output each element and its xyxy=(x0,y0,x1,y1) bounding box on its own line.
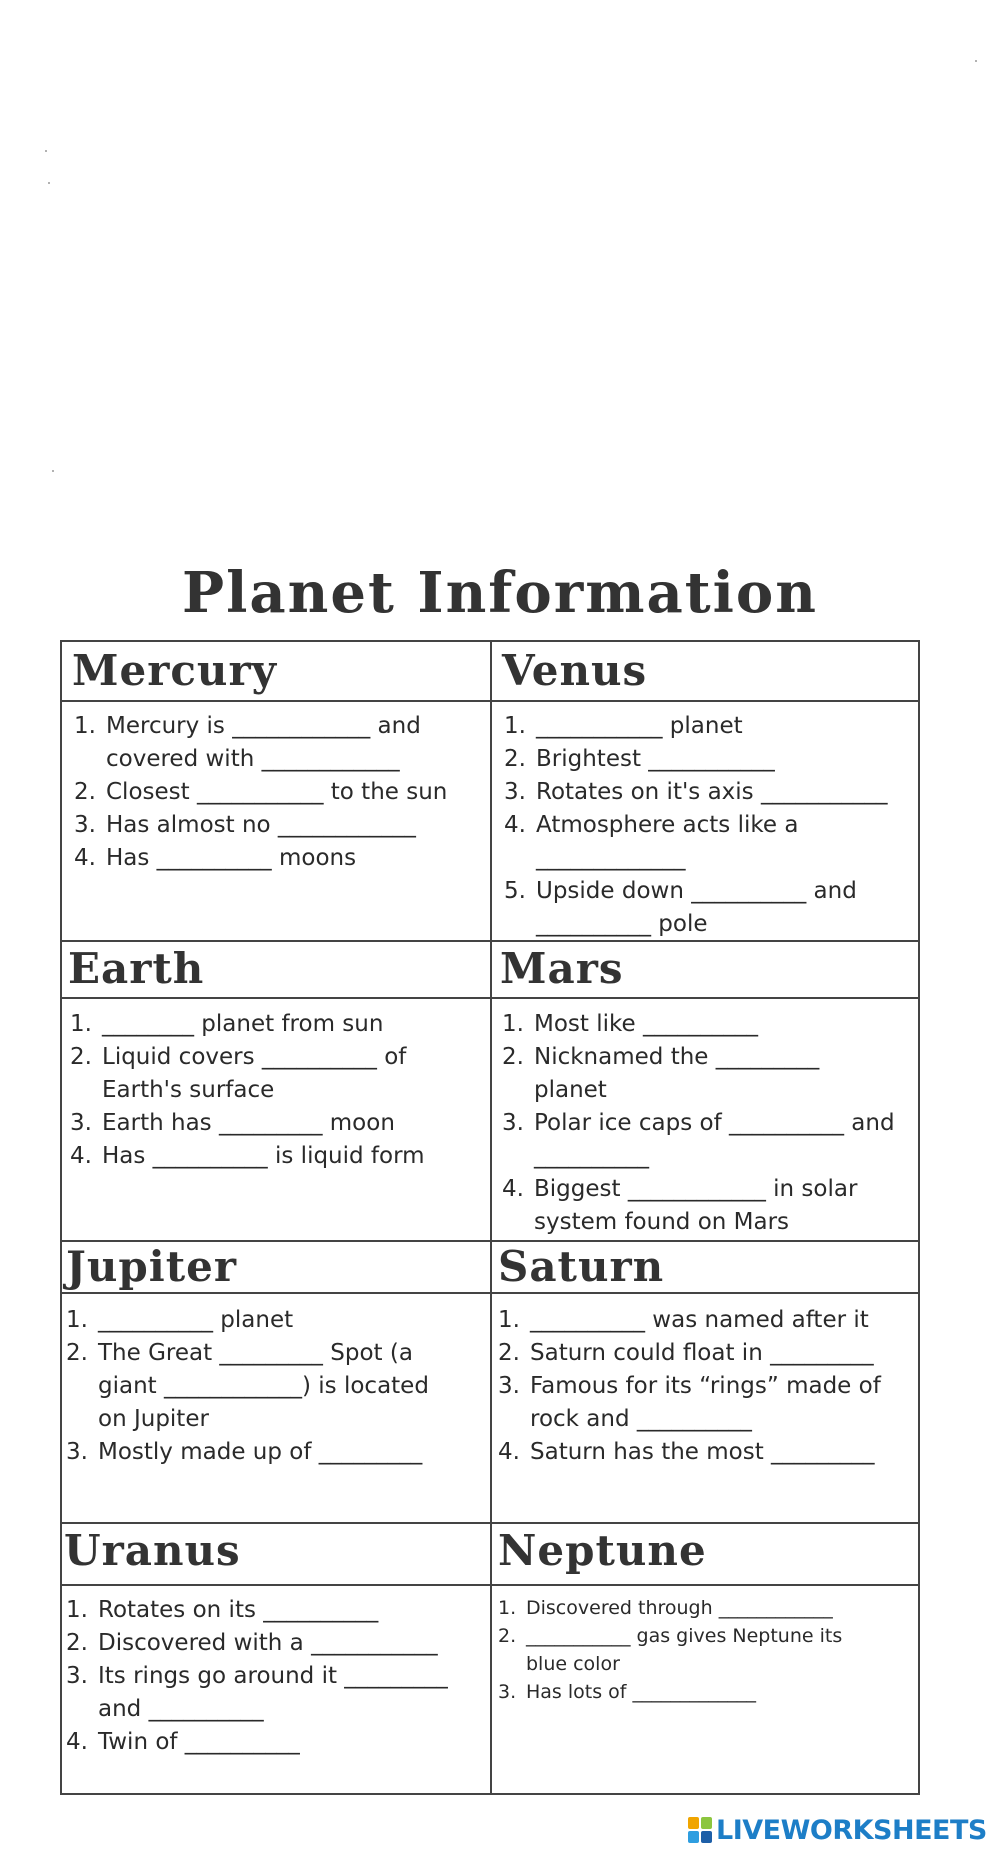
list-item: and __________ xyxy=(98,1696,264,1722)
list-item: 1. ___________ planet xyxy=(504,713,743,739)
scan-speck xyxy=(975,60,977,62)
list-item: 4. Has __________ is liquid form xyxy=(70,1143,425,1169)
list-item: 1. Discovered through ____________ xyxy=(498,1597,833,1619)
mercury-heading: Mercury xyxy=(72,646,277,695)
planet-table xyxy=(60,640,920,1795)
list-item: 3. Rotates on it's axis ___________ xyxy=(504,779,888,805)
list-item: 2. Discovered with a ___________ xyxy=(66,1630,438,1656)
neptune-heading: Neptune xyxy=(498,1526,707,1575)
uranus-list xyxy=(66,1594,486,1759)
brand-name: LIVEWORKSHEETS xyxy=(716,1814,987,1846)
list-item: 3. Mostly made up of _________ xyxy=(66,1439,423,1465)
scan-speck xyxy=(48,182,50,184)
mars-heading: Mars xyxy=(500,944,624,993)
list-item: 4. Atmosphere acts like a xyxy=(504,812,799,838)
scan-speck xyxy=(45,150,47,152)
mercury-list xyxy=(74,710,484,875)
list-item: _____________ xyxy=(536,845,686,871)
jupiter-heading: Jupiter xyxy=(66,1242,237,1291)
list-item: 3. Has almost no ____________ xyxy=(74,812,416,838)
list-item: 4. Twin of __________ xyxy=(66,1729,300,1755)
list-item: 3. Has lots of _____________ xyxy=(498,1681,757,1703)
list-item: 3. Earth has _________ moon xyxy=(70,1110,395,1136)
list-item: 2. Closest ___________ to the sun xyxy=(74,779,448,805)
list-item: 1. Most like __________ xyxy=(502,1011,758,1037)
liveworksheets-logo[interactable] xyxy=(688,1812,987,1848)
saturn-list xyxy=(498,1304,918,1469)
row-divider xyxy=(62,997,918,999)
list-item: 2. Liquid covers __________ of xyxy=(70,1044,407,1070)
column-divider xyxy=(490,642,492,1793)
list-item: 1. ________ planet from sun xyxy=(70,1011,384,1037)
earth-heading: Earth xyxy=(68,944,205,993)
list-item: system found on Mars xyxy=(534,1209,790,1235)
list-item: on Jupiter xyxy=(98,1406,209,1432)
list-item: 4. Has __________ moons xyxy=(74,845,357,871)
list-item: 1. __________ planet xyxy=(66,1307,294,1333)
list-item: 4. Saturn has the most _________ xyxy=(498,1439,875,1465)
jupiter-list xyxy=(66,1304,486,1469)
list-item: giant ____________) is located xyxy=(98,1373,429,1399)
saturn-heading: Saturn xyxy=(498,1242,665,1291)
row-divider xyxy=(62,1292,918,1294)
list-item: 1. Rotates on its __________ xyxy=(66,1597,379,1623)
list-item: covered with ____________ xyxy=(106,746,400,772)
list-item: 2. ___________ gas gives Neptune its xyxy=(498,1625,843,1647)
earth-list xyxy=(70,1008,484,1173)
row-divider xyxy=(62,1584,918,1586)
list-item: __________ xyxy=(534,1143,649,1169)
logo-square xyxy=(701,1817,712,1829)
list-item: blue color xyxy=(526,1653,620,1675)
list-item: 3. Its rings go around it _________ xyxy=(66,1663,448,1689)
list-item: 2. The Great _________ Spot (a xyxy=(66,1340,413,1366)
uranus-heading: Uranus xyxy=(64,1526,241,1575)
list-item: 2. Nicknamed the _________ xyxy=(502,1044,820,1070)
list-item: Earth's surface xyxy=(102,1077,275,1103)
logo-square xyxy=(701,1831,712,1843)
row-divider xyxy=(62,1522,918,1524)
list-item: 5. Upside down __________ and xyxy=(504,878,857,904)
venus-list xyxy=(504,710,916,941)
list-item: planet xyxy=(534,1077,607,1103)
list-item: 1. Mercury is ____________ and xyxy=(74,713,421,739)
page-title: Planet Information xyxy=(182,560,818,626)
list-item: __________ pole xyxy=(536,911,708,937)
list-item: 3. Famous for its “rings” made of xyxy=(498,1373,881,1399)
logo-square xyxy=(688,1831,699,1843)
list-item: 2. Brightest ___________ xyxy=(504,746,775,772)
list-item: 3. Polar ice caps of __________ and xyxy=(502,1110,895,1136)
scan-speck xyxy=(52,470,54,472)
liveworksheets-logo-icon xyxy=(688,1817,712,1843)
neptune-list xyxy=(498,1594,918,1706)
list-item: 1. __________ was named after it xyxy=(498,1307,869,1333)
list-item: 2. Saturn could float in _________ xyxy=(498,1340,874,1366)
mars-list xyxy=(502,1008,916,1239)
list-item: rock and __________ xyxy=(530,1406,752,1432)
logo-square xyxy=(688,1817,699,1829)
row-divider xyxy=(62,700,918,702)
list-item: 4. Biggest ____________ in solar xyxy=(502,1176,858,1202)
venus-heading: Venus xyxy=(502,646,648,695)
